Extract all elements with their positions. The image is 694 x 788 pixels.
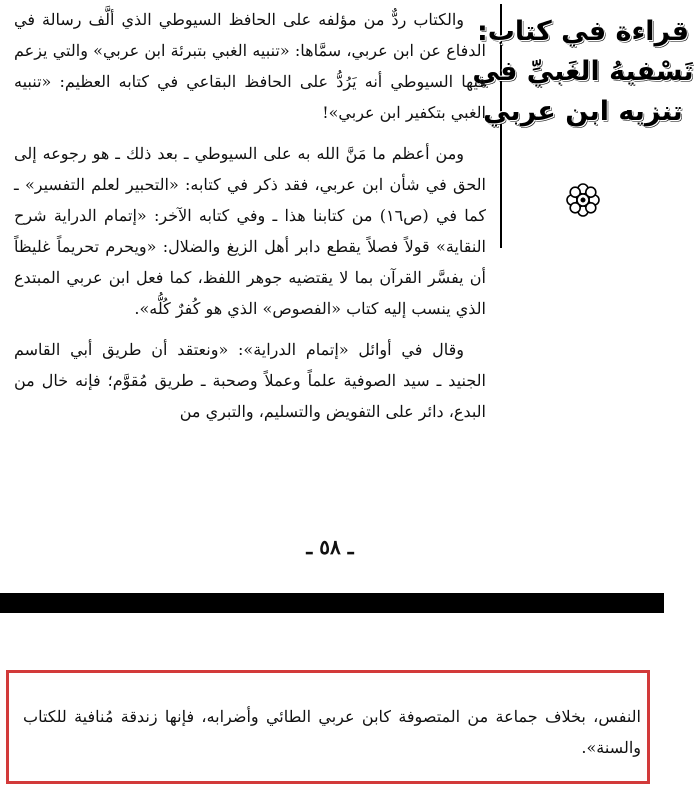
article-title-line-3: تنزيه ابن عربي	[483, 96, 683, 127]
page-divider-bar	[0, 593, 664, 613]
flower-ornament-icon	[565, 182, 601, 218]
excerpt-text: النفس، بخلاف جماعة من المتصوفة كابن عربي الطائي وأضرابه، فإنها زندقة مُنافية للكتاب والسنة».	[23, 707, 641, 757]
body-paragraph-3: وقال في أوائل «إتمام الدراية»: «ونعتقد أن طريق أبي القاسم الجنيد ـ سيد الصوفية علماً وعملاً وصحبة ـ طريق مُقوَّم؛ فإنه خال من البدع، دائر على التفويض والتسليم، والتبري من	[14, 340, 486, 421]
body-paragraph-2: ومن أعظم ما مَنَّ الله به على السيوطي ـ بعد ذلك ـ هو رجوعه إلى الحق في شأن ابن عربي، فقد ذكر في كتابه: «التحبير لعلم التفسير» ـ كما في (ص١٦) من كتابنا هذا ـ وفي كتابه الآخر: «إتمام الدراية شرح النقاية» قولاً فصلاً يقطع دابر أهل الزيغ والضلال: «ويحرم تحريماً غليظاً أن يفسَّر القرآن بما لا يقتضيه جوهر اللفظ، كما فعل ابن عربي المبتدع الذي ينسب إليه كتاب «الفصوص» الذي هو كُفرٌ كُلُّه».	[14, 144, 487, 318]
article-title-sidebar	[472, 4, 694, 248]
article-title-line-2: تَسْفيهُ الغَبيِّ في	[472, 56, 694, 87]
body-paragraph-1: والكتاب ردٌّ من مؤلفه على الحافظ السيوطي الذي ألَّف رسالة في الدفاع عن ابن عربي، سمَّاها: «تنبيه الغبي بتبرئة ابن عربي» والتي يزعم فيها السيوطي أنه يَرُدُّ على الحافظ البقاعي في كتابه العظيم: «تنبيه الغبي بتكفير ابن عربي»!	[14, 10, 486, 122]
page-number: ـ ٥٨ ـ	[306, 535, 354, 559]
article-title-line-1: قراءة في كتاب:	[476, 16, 690, 47]
article-body	[14, 4, 486, 427]
highlighted-excerpt-box	[6, 670, 650, 784]
